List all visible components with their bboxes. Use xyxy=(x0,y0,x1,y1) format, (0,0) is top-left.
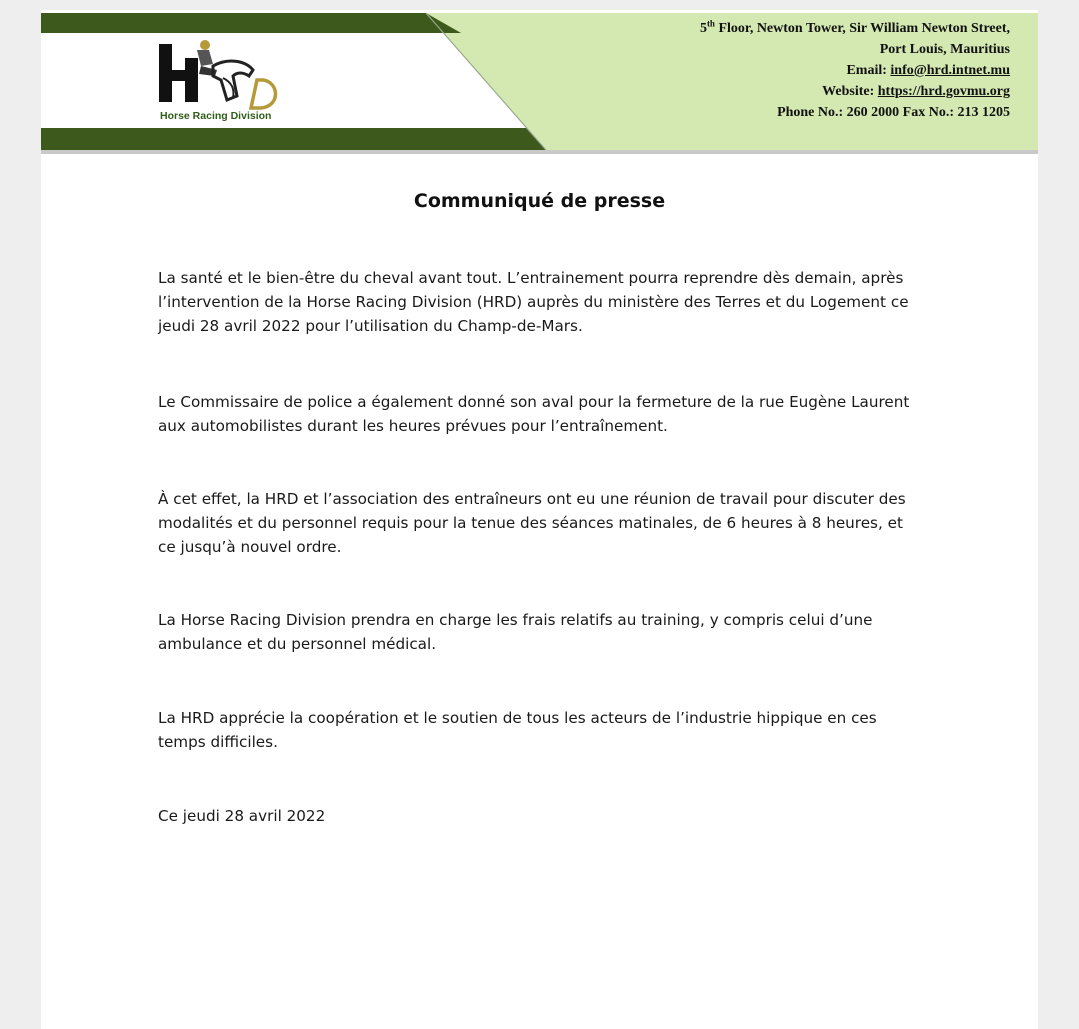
website-line: Website: https://hrd.govmu.org xyxy=(822,84,1010,99)
address-line-2: Port Louis, Mauritius xyxy=(879,42,1010,57)
paragraph-2: Le Commissaire de police a également donné son aval pour la fermeture de la rue Eugène Laurent aux automobilistes durant les heures prévues pour l’entraînement. xyxy=(158,393,910,435)
paragraph-4: La Horse Racing Division prendra en charge les frais relatifs au training, y compris celui d’une ambulance et du personnel médical. xyxy=(158,611,873,653)
website-link[interactable]: https://hrd.govmu.org xyxy=(877,84,1010,99)
email-link[interactable]: info@hrd.intnet.mu xyxy=(890,63,1010,78)
paragraph-5: La HRD apprécie la coopération et le soutien de tous les acteurs de l’industrie hippique en ces temps difficiles. xyxy=(158,709,877,751)
document-title: Communiqué de presse xyxy=(413,190,666,212)
address-line-1: 5th Floor, Newton Tower, Sir William Newton Street, xyxy=(699,18,1010,36)
logo-caption: Horse Racing Division xyxy=(160,110,272,122)
paragraph-3: À cet effet, la HRD et l’association des entraîneurs ont eu une réunion de travail pour discuter des modalités et du personnel requis pour la tenue des séances matinales, de 6 heures à 8 heures, et ce jusqu’à nouvel ordre. xyxy=(158,490,906,556)
document-page xyxy=(41,10,1038,1029)
paragraph-1: La santé et le bien-être du cheval avant tout. L’entrainement pourra reprendre dès demain, après l’intervention de la Horse Racing Division (HRD) auprès du ministère des Terres et du Logement ce jeudi 28 avril 2022 pour l’utilisation du Champ-de-Mars. xyxy=(158,269,909,335)
email-line: Email: info@hrd.intnet.mu xyxy=(846,63,1010,78)
date-line: Ce jeudi 28 avril 2022 xyxy=(158,807,326,825)
contact-info xyxy=(700,18,1010,123)
phone-fax-line: Phone No.: 260 2000 Fax No.: 213 1205 xyxy=(777,105,1010,120)
